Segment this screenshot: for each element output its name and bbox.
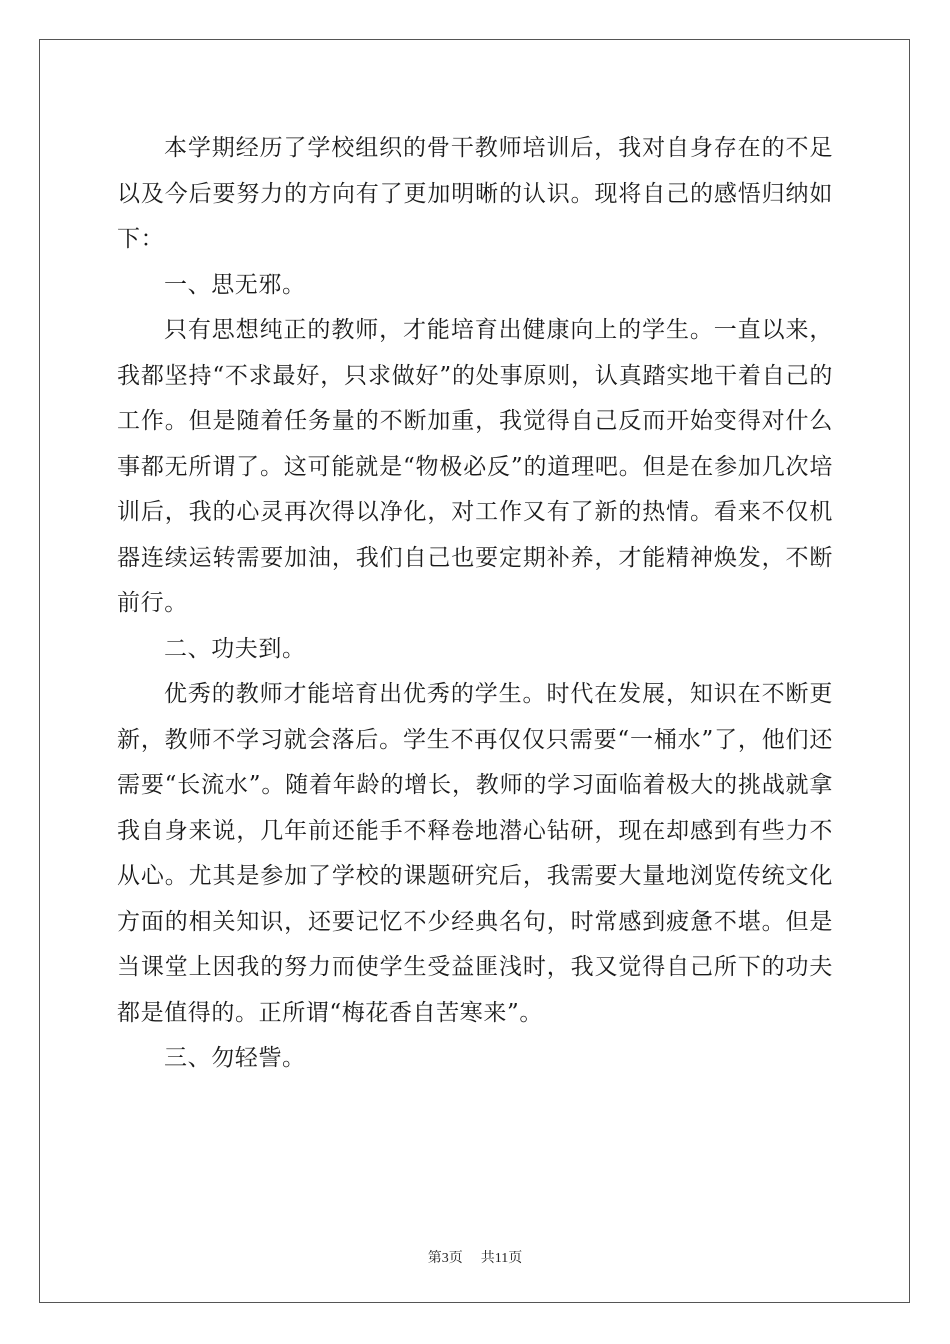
section-heading-2: 二、功夫到。 [164,635,306,662]
section-heading-3: 三、勿轻訾。 [164,1045,306,1071]
section-heading-1: 一、思无邪。 [164,271,306,298]
section-paragraph-1: 只有思想纯正的教师，才能培育出健康向上的学生。一直以来，我都坚持“不求最好，只求做好”的处事原则，认真踏实地干着自己的工作。但是随着任务量的不断加重，我觉得自己反而开始变得对什么事都无所谓了。这可能就是“物极必反”的道理吧。但是在参加几次培训后，我的心灵再次得以净化，对工作又有了新的热情。看来不仅机器连续运转需要加油，我们自己也要定期补养，才能精神焕发，不断前行。 [117,317,833,616]
page-footer [0,1247,950,1267]
page-total: 共11页 [480,1251,523,1266]
document-body [117,126,833,1082]
page-number: 第3页 [427,1251,463,1266]
section-paragraph-2: 优秀的教师才能培育出优秀的学生。时代在发展，知识在不断更新，教师不学习就会落后。学生不再仅仅只需要“一桶水”了，他们还需要“长流水”。随着年龄的增长，教师的学习面临着极大的挑战就拿我自身来说，几年前还能手不释卷地潜心钻研，现在却感到有些力不从心。尤其是参加了学校的课题研究后，我需要大量地浏览传统文化方面的相关知识，还要记忆不少经典名句，时常感到疲惫不堪。但是当课堂上因我的努力而使学生受益匪浅时，我又觉得自己所下的功夫都是值得的。正所谓“梅花香自苦寒来”。 [117,681,833,1026]
intro-paragraph: 本学期经历了学校组织的骨干教师培训后，我对自身存在的不足以及今后要努力的方向有了更加明晰的认识。现将自己的感悟归纳如下： [117,135,833,252]
